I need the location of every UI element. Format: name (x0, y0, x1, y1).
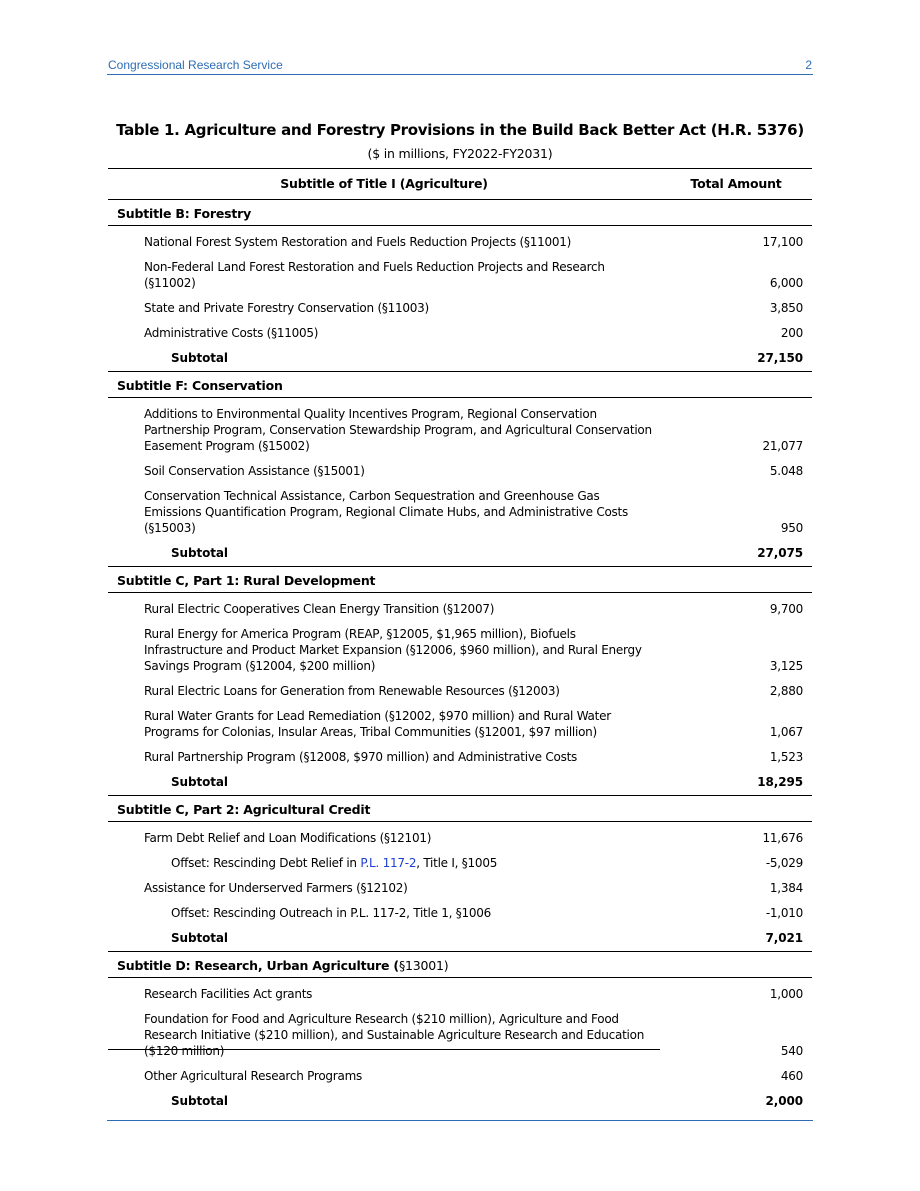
section-heading-agricultural-credit: Subtitle C, Part 2: Agricultural Credit (108, 796, 812, 822)
table-row (108, 230, 812, 255)
subtotal-value: 27,150 (757, 351, 803, 365)
row-label: Soil Conservation Assistance (§15001) (144, 464, 365, 478)
table-row (108, 704, 812, 745)
row-value: 17,100 (762, 235, 803, 249)
subtotal-label: Subtotal (171, 351, 228, 365)
row-value: -5,029 (765, 856, 803, 870)
row-value: 5.048 (769, 464, 803, 478)
row-label: Offset: Rescinding Outreach in P.L. 117-2, Title 1, §1006 (171, 906, 492, 920)
row-label: Rural Partnership Program (§12008, $970 million) and Administrative Costs (144, 750, 578, 764)
row-label: Conservation Technical Assistance, Carbon Sequestration and Greenhouse Gas Emissions Quantification Program, Regional Climate Hubs, and Administrative Costs (§15003) (144, 489, 629, 535)
table-row (108, 622, 812, 679)
table-row (108, 597, 812, 622)
subtotal-value: 2,000 (765, 1094, 803, 1108)
row-value: 9,700 (769, 602, 803, 616)
subtotal-value: 7,021 (765, 931, 803, 945)
row-label: Foundation for Food and Agriculture Research ($210 million), Agriculture and Food Research Initiative ($210 million), and Sustainable Agriculture Research and Education ($120 million) (144, 1012, 645, 1058)
row-value: 6,000 (769, 276, 803, 290)
subtotal-label: Subtotal (171, 931, 228, 945)
page-header (107, 58, 813, 75)
subtotal-row (108, 770, 812, 795)
row-value: 460 (780, 1069, 803, 1083)
subtotal-row (108, 541, 812, 566)
row-value: 1,523 (769, 750, 803, 764)
table-row-offset (108, 901, 812, 926)
section-agricultural-credit (108, 822, 812, 952)
header-org-name: Congressional Research Service (108, 58, 283, 72)
row-label: State and Private Forestry Conservation (§11003) (144, 301, 429, 315)
row-value: 2,880 (769, 684, 803, 698)
row-label: Assistance for Underserved Farmers (§12102) (144, 881, 408, 895)
table-bottom-rule (108, 1049, 660, 1050)
subtotal-value: 18,295 (757, 775, 803, 789)
table-row (108, 321, 812, 346)
row-label: Rural Electric Cooperatives Clean Energy Transition (§12007) (144, 602, 495, 616)
table-title: Table 1. Agriculture and Forestry Provisions in the Build Back Better Act (H.R. 5376) (116, 121, 804, 139)
row-value: 11,676 (762, 831, 803, 845)
subtotal-value: 27,075 (757, 546, 803, 560)
table-row-offset (108, 851, 812, 876)
table-subtitle: ($ in millions, FY2022-FY2031) (367, 146, 553, 161)
section-heading-forestry: Subtitle B: Forestry (108, 200, 812, 226)
table-row (108, 484, 812, 541)
row-value: 1,000 (769, 987, 803, 1001)
subtotal-row (108, 346, 812, 371)
row-label: Non-Federal Land Forest Restoration and Fuels Reduction Projects and Research (§11002) (144, 260, 605, 290)
subtotal-label: Subtotal (171, 775, 228, 789)
table-row (108, 1007, 812, 1064)
page-footer-rule (107, 1120, 813, 1121)
row-label: Offset: Rescinding Debt Relief in P.L. 117-2, Title I, §1005 (171, 856, 498, 870)
header-page-number: 2 (805, 58, 812, 72)
table-row (108, 876, 812, 901)
section-heading-research: Subtitle D: Research, Urban Agriculture (§13001) (108, 952, 812, 978)
section-rural-development (108, 593, 812, 796)
table-row (108, 296, 812, 321)
row-label: Other Agricultural Research Programs (144, 1069, 363, 1083)
row-label: Rural Energy for America Program (REAP, §12005, $1,965 million), Biofuels Infrastructure and Product Market Expansion (§12006, $960 million), and Rural Energy Savings Program (§12004, $200 million) (144, 627, 642, 673)
subtotal-label: Subtotal (171, 546, 228, 560)
section-heading-rural-development: Subtitle C, Part 1: Rural Development (108, 567, 812, 593)
row-value: 1,067 (769, 725, 803, 739)
column-header-total: Total Amount (690, 176, 782, 191)
row-value: -1,010 (765, 906, 803, 920)
row-value: 3,850 (769, 301, 803, 315)
row-value: 540 (780, 1044, 803, 1058)
section-research (108, 978, 812, 1114)
table-header-row (108, 168, 812, 200)
table-row (108, 745, 812, 770)
section-forestry (108, 226, 812, 372)
table-row (108, 679, 812, 704)
row-label: Rural Water Grants for Lead Remediation (§12002, $970 million) and Rural Water Programs for Colonias, Insular Areas, Tribal Communities (§12001, $97 million) (144, 709, 611, 739)
table-row (108, 1064, 812, 1089)
section-heading-conservation: Subtitle F: Conservation (108, 372, 812, 398)
pl-117-2-link[interactable]: P.L. 117-2 (360, 856, 417, 870)
row-value: 200 (780, 326, 803, 340)
table-row (108, 402, 812, 459)
row-value: 1,384 (769, 881, 803, 895)
subtotal-row (108, 1089, 812, 1114)
section-conservation (108, 398, 812, 567)
row-label: Administrative Costs (§11005) (144, 326, 319, 340)
row-label: Additions to Environmental Quality Incentives Program, Regional Conservation Partnership Program, Conservation Stewardship Program, and Agricultural Conservation Easement Program (§15002) (144, 407, 652, 453)
row-value: 950 (780, 521, 803, 535)
table-row (108, 255, 812, 296)
subtotal-label: Subtotal (171, 1094, 228, 1108)
row-label: Farm Debt Relief and Loan Modifications (§12101) (144, 831, 432, 845)
table-row (108, 982, 812, 1007)
row-value: 21,077 (762, 439, 803, 453)
subtotal-row (108, 926, 812, 951)
provisions-table (108, 168, 812, 1114)
row-label: National Forest System Restoration and Fuels Reduction Projects (§11001) (144, 235, 572, 249)
table-row (108, 826, 812, 851)
row-label: Rural Electric Loans for Generation from Renewable Resources (§12003) (144, 684, 560, 698)
row-value: 3,125 (769, 659, 803, 673)
column-header-subtitle: Subtitle of Title I (Agriculture) (280, 176, 488, 191)
row-label: Research Facilities Act grants (144, 987, 313, 1001)
table-row (108, 459, 812, 484)
